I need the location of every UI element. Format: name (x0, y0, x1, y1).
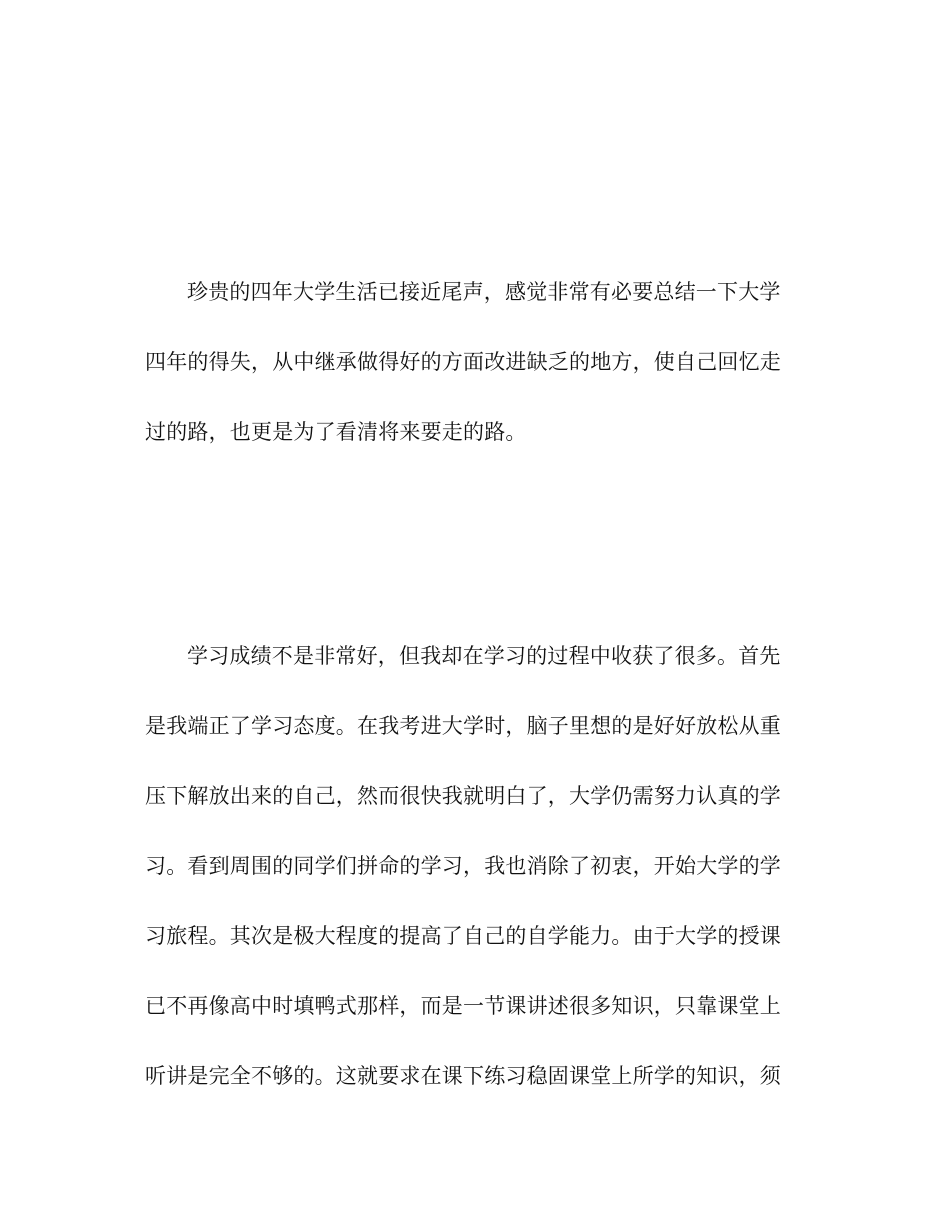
paragraph-line: 是我端正了学习态度。在我考进大学时，脑子里想的是好好放松从重 (145, 714, 781, 738)
paragraph-line: 习旅程。其次是极大程度的提高了自己的自学能力。由于大学的授课 (145, 924, 781, 948)
paragraph-line: 过的路，也更是为了看清将来要走的路。 (145, 420, 527, 444)
paragraph-line: 已不再像高中时填鸭式那样，而是一节课讲述很多知识，只靠课堂上 (145, 994, 781, 1018)
paragraph-line: 四年的得失，从中继承做得好的方面改进缺乏的地方，使自己回忆走 (145, 350, 781, 374)
paragraph-line: 压下解放出来的自己，然而很快我就明白了，大学仍需努力认真的学 (145, 784, 781, 808)
paragraph-line: 珍贵的四年大学生活已接近尾声，感觉非常有必要总结一下大学 (187, 280, 781, 304)
paragraph-line: 学习成绩不是非常好，但我却在学习的过程中收获了很多。首先 (187, 644, 781, 668)
paragraph-line: 听讲是完全不够的。这就要求在课下练习稳固课堂上所学的知识，须 (145, 1064, 781, 1088)
paragraph-line: 习。看到周围的同学们拼命的学习，我也消除了初衷，开始大学的学 (145, 854, 781, 878)
